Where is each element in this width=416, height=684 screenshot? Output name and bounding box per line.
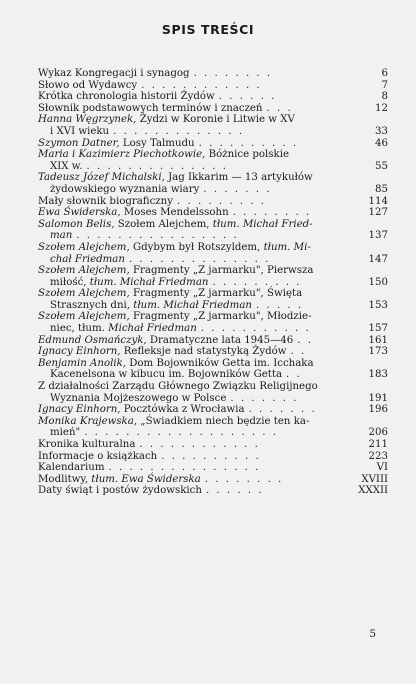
toc-entry-line [38, 80, 354, 92]
toc-text: Bóżnice polskie [205, 149, 289, 161]
toc-page-number: 196 [368, 404, 388, 416]
dot-leader: . . [286, 369, 302, 381]
toc-page-number: 8 [381, 91, 388, 103]
toc-entry-line [38, 439, 354, 451]
dot-leader: . . . . . . . [248, 404, 317, 416]
toc-italic-text: Michał Friedman [108, 323, 197, 335]
toc-italic-text: tłum. Ewa Świderska [91, 473, 201, 485]
toc-entry-line [38, 103, 354, 115]
dot-leader: . . . . . [255, 299, 304, 311]
toc-entry [38, 335, 388, 347]
toc-text: Kacenelsona w kibucu im. Bojowników Getta [50, 369, 283, 381]
toc-page-number: 191 [368, 392, 388, 404]
toc-italic-text: Edmund Osmańczyk, [38, 334, 147, 346]
toc-entry-line [38, 288, 354, 300]
toc-entry-line [38, 393, 354, 405]
toc-text: Fragmenty „Z jarmarku", Pierwsza [129, 265, 314, 277]
toc-page-number: 55 [375, 160, 388, 172]
dot-leader: . . . . . . . . . . . . . . . . . . . [84, 427, 279, 439]
toc-text: Strasznych dni, [50, 299, 134, 311]
dot-leader: . . . . . . . . [204, 473, 284, 485]
toc-text: Kalendarium [38, 462, 105, 474]
toc-entry [38, 358, 388, 381]
toc-entry [38, 172, 388, 195]
toc-italic-text: Salomon Belis, [38, 218, 115, 230]
toc-text: Wykaz Kongregacji i synagog [38, 68, 190, 79]
toc-entry-line [38, 427, 354, 439]
toc-page-number: 127 [368, 207, 388, 219]
toc-entry-line [38, 219, 354, 231]
toc-text: Szołem Alejchem, [114, 218, 213, 230]
toc-italic-text: tłum. Michał Friedman [133, 299, 252, 311]
toc-entry [38, 149, 388, 172]
toc-italic-text: Ewa Świderska, [38, 207, 121, 219]
toc-entry-line [38, 196, 354, 208]
dot-leader: . . . [266, 102, 293, 114]
toc-text: Krótka chronologia historii Żydów [38, 91, 215, 103]
toc-text: Kronika kulturalna [38, 439, 136, 450]
toc-italic-text: Szołem Alejchem, [38, 288, 130, 300]
toc-entry-line [38, 126, 354, 138]
dot-leader: . . . . . . . . . . [198, 137, 299, 149]
toc-italic-text: Hanna Węgrzynek, [38, 114, 137, 126]
toc-entry-line [38, 369, 354, 381]
toc-entry-line [38, 230, 354, 242]
toc-page-number: 183 [368, 369, 388, 381]
toc-text: Dramatyczne lata 1945—46 [146, 334, 294, 346]
dot-leader: . . . . . . . [230, 392, 299, 404]
dot-leader: . . . . . . . . . . [161, 450, 261, 462]
toc-text: Żydzi w Koronie i Litwie w XV [136, 114, 295, 126]
dot-leader: . . . . . . . . [193, 68, 273, 79]
toc-italic-text: chał Friedman [50, 253, 125, 265]
toc-entry [38, 68, 388, 80]
dot-leader: . . . . . . . . . . . . [139, 439, 260, 450]
toc-text: miłość, [50, 276, 90, 288]
toc-page-number: 12 [375, 102, 388, 114]
toc-italic-text: Maria i Kazimierz Piechotkowie, [38, 149, 206, 161]
toc-text: XIX w. [50, 160, 83, 172]
dot-leader: . . . . . . . . . . . . . . . . [76, 230, 239, 242]
toc-italic-text: Benjamin Anolik, [38, 357, 127, 369]
toc-entry [38, 311, 388, 334]
toc-text: Losy Talmudu [119, 137, 195, 149]
toc-entry-line [38, 184, 354, 196]
toc-entry-line [38, 161, 354, 173]
toc-entry-line [38, 311, 354, 323]
toc-text: Fragmenty „Z jarmarku", Święta [129, 288, 303, 300]
toc-entry [38, 346, 388, 358]
toc-italic-text: Ignacy Einhorn, [38, 404, 121, 416]
toc-italic-text: Szołem Alejchem, [38, 241, 130, 253]
dot-leader: . . . . . . . . . . . . . . [128, 253, 271, 265]
toc-page-number: 7 [381, 79, 388, 91]
toc-entry [38, 114, 388, 137]
toc-entry [38, 485, 388, 497]
toc-entry [38, 242, 388, 265]
toc-text: Jag Ikkarim — 13 artykułów [164, 172, 313, 184]
toc-page-number: 223 [368, 450, 388, 462]
dot-leader: . . . . . . . . . . . . . . [86, 160, 228, 172]
toc-text: Informacje o książkach [38, 450, 158, 462]
toc-entry [38, 474, 388, 486]
toc-page-number: 206 [368, 427, 388, 439]
toc-page-number: 173 [368, 346, 388, 358]
toc-text: Gdybym był Rotszyldem, [129, 241, 264, 253]
toc-italic-text: Tadeusz Józef Michalski, [38, 172, 165, 184]
dot-leader: . . [290, 346, 307, 358]
toc-entry [38, 462, 388, 474]
toc-text: „Świadkiem niech będzie ten ka- [137, 415, 310, 427]
toc-italic-text: Ignacy Einhorn, [38, 346, 121, 358]
toc-page-number: 33 [375, 125, 388, 137]
page-title: SPIS TREŚCI [161, 22, 255, 37]
toc-entry-line [38, 335, 354, 347]
dot-leader: . . . . . . . . . [176, 195, 267, 207]
toc-text: Słownik podstawowych terminów i znaczeń [38, 102, 263, 114]
toc-entry [38, 416, 388, 439]
toc-italic-text: tłum. Michał Fried- [212, 218, 313, 230]
toc-text: żydowskiego wyznania wiary [50, 183, 200, 195]
toc-entry [38, 196, 388, 208]
toc-text: Dom Bojowników Getta im. Icchaka [126, 357, 314, 369]
toc-page-number: XXXII [358, 485, 388, 497]
dot-leader: . . . . . . [218, 91, 277, 103]
page-number: 5 [369, 628, 376, 640]
toc-entry [38, 80, 388, 92]
dot-leader: . . . . . . . . [232, 207, 312, 219]
toc-page-number: VI [376, 462, 388, 474]
toc-text: Z działalności Zarządu Głównego Związku Religijnego [38, 381, 318, 393]
dot-leader: . . [297, 334, 313, 346]
toc-text: Fragmenty „Z jarmarku", Młodzie- [129, 311, 312, 323]
toc-entry-line [38, 265, 354, 277]
toc-text: Daty świąt i postów żydowskich [38, 485, 202, 497]
dot-leader: . . . . . . . . . . . . [141, 79, 262, 91]
toc-entry-line [38, 358, 354, 370]
toc-entry-line [38, 485, 354, 497]
toc-italic-text: tłum. Michał Friedman [89, 276, 209, 288]
dot-leader: . . . . . . . . . . . . . [113, 125, 245, 137]
toc-italic-text: Szymon Datner, [38, 137, 120, 149]
toc-page-number: 85 [375, 183, 388, 195]
toc-entry-line [38, 416, 354, 428]
table-of-contents [38, 68, 388, 497]
toc-entry-line [38, 277, 354, 289]
toc-page-number: 153 [368, 299, 388, 311]
toc-entry-line [38, 474, 354, 486]
toc-page-number: 211 [368, 439, 388, 450]
toc-entry-line [38, 404, 354, 416]
toc-text: Moses Mendelssohn [120, 207, 229, 219]
toc-entry [38, 451, 388, 463]
toc-page-number: 6 [381, 68, 388, 79]
toc-italic-text: man [50, 230, 73, 242]
toc-entry-line [38, 207, 354, 219]
dot-leader: . . . . . . . [203, 183, 272, 195]
toc-entry [38, 288, 388, 311]
toc-entry [38, 219, 388, 242]
toc-entry-line [38, 68, 354, 80]
toc-entry-line [38, 254, 354, 266]
toc-text: niec, tłum. [50, 323, 109, 335]
toc-page-number: 147 [368, 253, 388, 265]
toc-entry-line [38, 149, 354, 161]
toc-entry-line [38, 172, 354, 184]
toc-text: Wyznania Mojżeszowego w Polsce [50, 392, 227, 404]
toc-entry-line [38, 242, 354, 254]
toc-entry [38, 265, 388, 288]
toc-entry [38, 91, 388, 103]
toc-entry-line [38, 462, 354, 474]
toc-entry [38, 207, 388, 219]
toc-text: Słowo od Wydawcy [38, 79, 138, 91]
toc-page-number: 150 [368, 276, 388, 288]
toc-entry [38, 381, 388, 404]
toc-page-number: 114 [368, 195, 388, 207]
toc-entry [38, 439, 388, 451]
toc-text: i XVI wieku [50, 125, 110, 137]
toc-entry-line [38, 114, 354, 126]
toc-italic-text: Monika Krajewska, [38, 415, 138, 427]
toc-entry-line [38, 300, 354, 312]
toc-entry-line [38, 451, 354, 463]
toc-text: Mały słownik biograficzny [38, 195, 173, 207]
toc-text: mień" [50, 427, 81, 439]
dot-leader: . . . . . . . . . [212, 276, 302, 288]
toc-entry [38, 103, 388, 115]
dot-leader: . . . . . . . . . . . [200, 323, 311, 335]
toc-italic-text: Szołem Alejchem, [38, 311, 130, 323]
toc-page-number: XVIII [361, 473, 388, 485]
toc-text: Refleksje nad statystyką Żydów [120, 346, 287, 358]
toc-italic-text: Szołem Alejchem, [38, 265, 130, 277]
dot-leader: . . . . . . . . . . . . . . . [108, 462, 261, 474]
toc-entry [38, 404, 388, 416]
toc-page-number: 157 [368, 323, 388, 335]
toc-text: Pocztówka z Wrocławia [120, 404, 245, 416]
dot-leader: . . . . . . [205, 485, 264, 497]
toc-entry-line [38, 381, 354, 393]
toc-entry-line [38, 323, 354, 335]
toc-entry-line [38, 91, 354, 103]
toc-entry-line [38, 346, 354, 358]
toc-entry-line [38, 138, 354, 150]
toc-entry [38, 138, 388, 150]
toc-page-number: 137 [368, 230, 388, 242]
toc-italic-text: tłum. Mi- [263, 241, 311, 253]
toc-page-number: 46 [375, 137, 388, 149]
toc-page-number: 161 [368, 334, 388, 346]
toc-text: Modlitwy, [38, 473, 92, 485]
